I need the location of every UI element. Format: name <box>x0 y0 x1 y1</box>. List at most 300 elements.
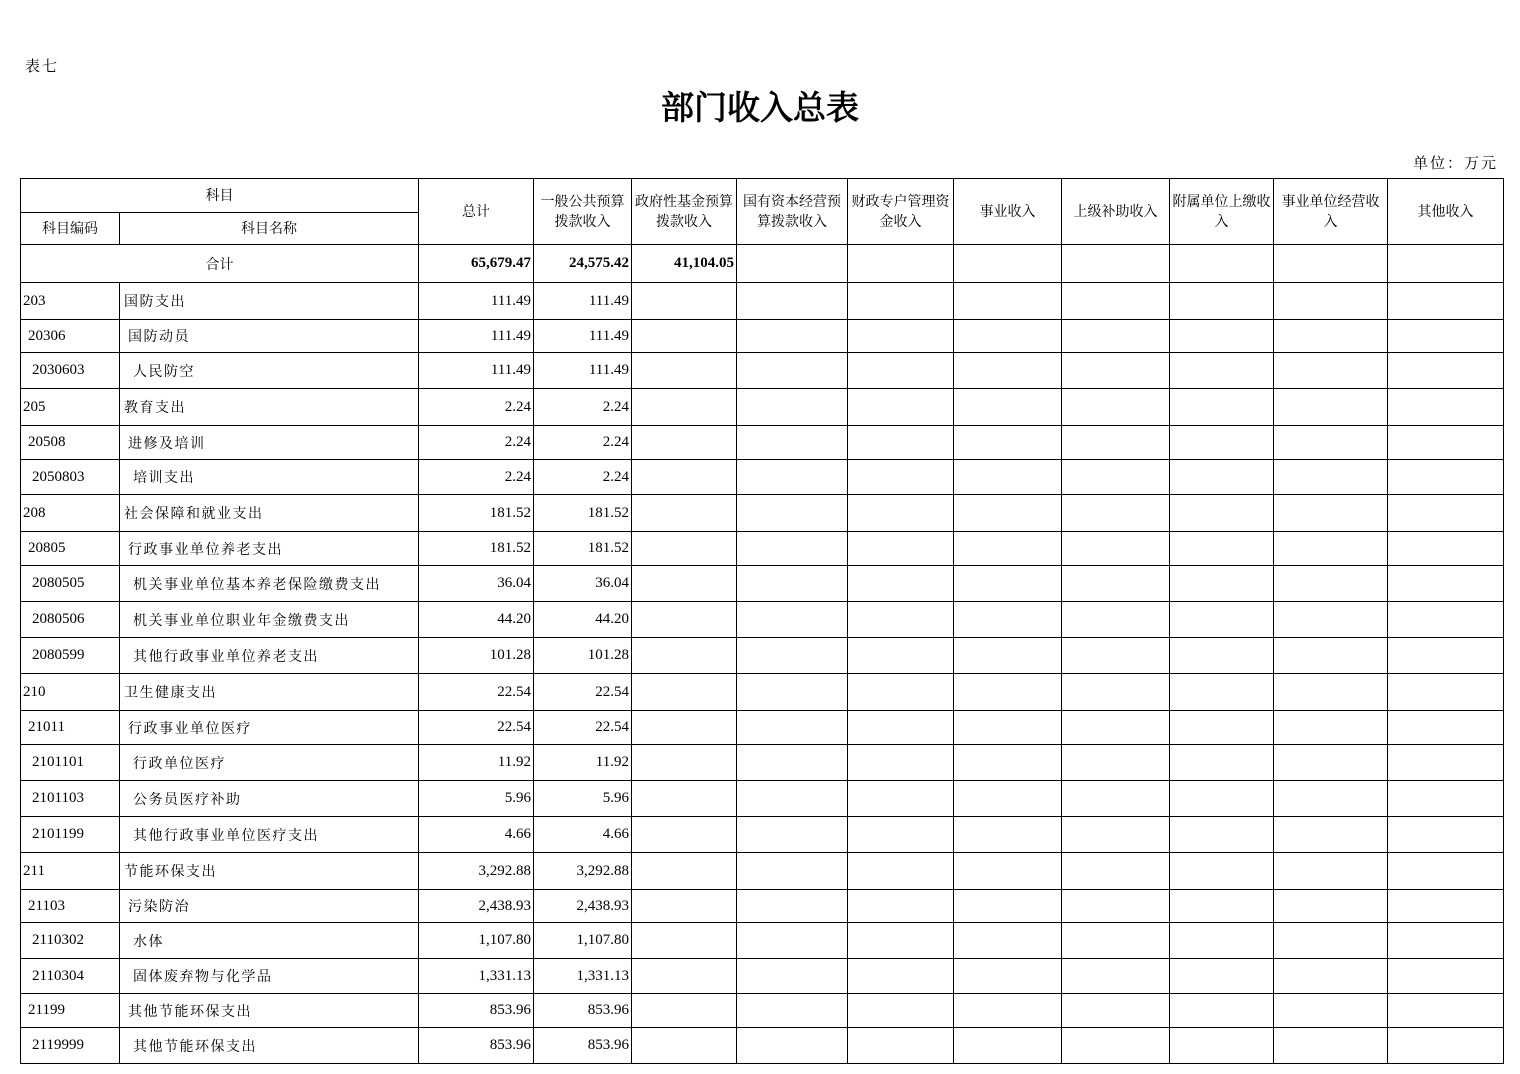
row-name: 行政事业单位医疗 <box>120 711 419 745</box>
row-general-budget: 101.28 <box>534 638 632 674</box>
table-row <box>21 460 1504 495</box>
row-special-account <box>848 602 954 638</box>
row-state-capital <box>737 283 848 320</box>
row-operating <box>1274 566 1388 602</box>
row-business <box>954 353 1062 389</box>
row-superior-subsidy <box>1062 674 1170 711</box>
table-row <box>21 745 1504 781</box>
row-operating <box>1274 1028 1388 1064</box>
table-row <box>21 638 1504 674</box>
table-row <box>21 1028 1504 1064</box>
row-operating <box>1274 959 1388 994</box>
row-other <box>1388 853 1504 890</box>
row-other <box>1388 674 1504 711</box>
row-code: 20508 <box>21 426 120 460</box>
row-special-account <box>848 353 954 389</box>
row-total: 11.92 <box>419 745 534 781</box>
row-business <box>954 959 1062 994</box>
row-business <box>954 1028 1062 1064</box>
row-superior-subsidy <box>1062 890 1170 923</box>
row-business <box>954 426 1062 460</box>
row-special-account <box>848 923 954 959</box>
row-operating <box>1274 353 1388 389</box>
row-code: 203 <box>21 283 120 320</box>
row-code: 2101101 <box>21 745 120 781</box>
row-superior-subsidy <box>1062 638 1170 674</box>
row-other <box>1388 817 1504 853</box>
row-superior-subsidy <box>1062 320 1170 353</box>
row-affiliated <box>1170 389 1274 426</box>
row-other <box>1388 460 1504 495</box>
row-general-budget: 2.24 <box>534 426 632 460</box>
row-operating <box>1274 426 1388 460</box>
row-name: 固体废弃物与化学品 <box>120 959 419 994</box>
row-gov-fund <box>632 602 737 638</box>
row-operating <box>1274 781 1388 817</box>
row-general-budget: 1,107.80 <box>534 923 632 959</box>
row-superior-subsidy <box>1062 817 1170 853</box>
row-name: 公务员医疗补助 <box>120 781 419 817</box>
row-gov-fund <box>632 959 737 994</box>
row-other <box>1388 890 1504 923</box>
row-state-capital <box>737 389 848 426</box>
row-business <box>954 532 1062 566</box>
row-name: 进修及培训 <box>120 426 419 460</box>
row-operating <box>1274 817 1388 853</box>
row-general-budget: 853.96 <box>534 1028 632 1064</box>
row-state-capital <box>737 711 848 745</box>
row-general-budget: 2,438.93 <box>534 890 632 923</box>
summary-business <box>954 245 1062 283</box>
row-gov-fund <box>632 389 737 426</box>
row-special-account <box>848 817 954 853</box>
row-affiliated <box>1170 1028 1274 1064</box>
row-affiliated <box>1170 817 1274 853</box>
row-gov-fund <box>632 426 737 460</box>
row-other <box>1388 959 1504 994</box>
row-business <box>954 602 1062 638</box>
row-total: 2.24 <box>419 460 534 495</box>
row-operating <box>1274 532 1388 566</box>
row-special-account <box>848 959 954 994</box>
row-name: 卫生健康支出 <box>120 674 419 711</box>
row-code: 205 <box>21 389 120 426</box>
row-other <box>1388 426 1504 460</box>
row-special-account <box>848 1028 954 1064</box>
row-state-capital <box>737 745 848 781</box>
row-special-account <box>848 460 954 495</box>
summary-other <box>1388 245 1504 283</box>
table-row <box>21 426 1504 460</box>
row-name: 教育支出 <box>120 389 419 426</box>
row-code: 2119999 <box>21 1028 120 1064</box>
row-special-account <box>848 532 954 566</box>
row-special-account <box>848 711 954 745</box>
row-total: 111.49 <box>419 283 534 320</box>
row-name: 其他节能环保支出 <box>120 1028 419 1064</box>
row-name: 污染防治 <box>120 890 419 923</box>
header-subject: 科目 <box>21 179 419 213</box>
row-other <box>1388 320 1504 353</box>
row-state-capital <box>737 817 848 853</box>
summary-operating <box>1274 245 1388 283</box>
row-total: 1,331.13 <box>419 959 534 994</box>
row-name: 行政单位医疗 <box>120 745 419 781</box>
row-name: 机关事业单位基本养老保险缴费支出 <box>120 566 419 602</box>
row-operating <box>1274 994 1388 1028</box>
row-state-capital <box>737 994 848 1028</box>
row-gov-fund <box>632 320 737 353</box>
row-affiliated <box>1170 426 1274 460</box>
table-row <box>21 674 1504 711</box>
row-state-capital <box>737 532 848 566</box>
header-operating: 事业单位经营收入 <box>1274 179 1388 245</box>
header-gov-fund: 政府性基金预算拨款收入 <box>632 179 737 245</box>
row-general-budget: 4.66 <box>534 817 632 853</box>
row-gov-fund <box>632 817 737 853</box>
row-state-capital <box>737 353 848 389</box>
table-row <box>21 781 1504 817</box>
row-superior-subsidy <box>1062 566 1170 602</box>
row-total: 4.66 <box>419 817 534 853</box>
row-general-budget: 22.54 <box>534 711 632 745</box>
row-affiliated <box>1170 283 1274 320</box>
table-row <box>21 320 1504 353</box>
row-operating <box>1274 283 1388 320</box>
summary-superior-subsidy <box>1062 245 1170 283</box>
row-affiliated <box>1170 638 1274 674</box>
row-code: 210 <box>21 674 120 711</box>
header-general-budget: 一般公共预算拨款收入 <box>534 179 632 245</box>
table-row <box>21 890 1504 923</box>
row-name: 其他行政事业单位养老支出 <box>120 638 419 674</box>
row-other <box>1388 638 1504 674</box>
row-gov-fund <box>632 1028 737 1064</box>
row-state-capital <box>737 638 848 674</box>
row-operating <box>1274 674 1388 711</box>
row-operating <box>1274 389 1388 426</box>
row-general-budget: 11.92 <box>534 745 632 781</box>
row-total: 3,292.88 <box>419 853 534 890</box>
row-other <box>1388 389 1504 426</box>
row-special-account <box>848 745 954 781</box>
row-business <box>954 638 1062 674</box>
row-affiliated <box>1170 959 1274 994</box>
row-operating <box>1274 495 1388 532</box>
row-name: 国防支出 <box>120 283 419 320</box>
row-state-capital <box>737 320 848 353</box>
row-code: 21199 <box>21 994 120 1028</box>
row-name: 国防动员 <box>120 320 419 353</box>
row-total: 2.24 <box>419 389 534 426</box>
row-other <box>1388 495 1504 532</box>
row-business <box>954 923 1062 959</box>
row-superior-subsidy <box>1062 781 1170 817</box>
row-other <box>1388 923 1504 959</box>
header-special-account: 财政专户管理资金收入 <box>848 179 954 245</box>
row-gov-fund <box>632 495 737 532</box>
row-total: 44.20 <box>419 602 534 638</box>
row-name: 机关事业单位职业年金缴费支出 <box>120 602 419 638</box>
row-general-budget: 22.54 <box>534 674 632 711</box>
summary-general-budget: 24,575.42 <box>534 245 632 283</box>
header-superior-subsidy: 上级补助收入 <box>1062 179 1170 245</box>
row-code: 2050803 <box>21 460 120 495</box>
summary-total: 65,679.47 <box>419 245 534 283</box>
row-other <box>1388 1028 1504 1064</box>
row-operating <box>1274 711 1388 745</box>
row-total: 22.54 <box>419 711 534 745</box>
row-superior-subsidy <box>1062 602 1170 638</box>
row-affiliated <box>1170 460 1274 495</box>
row-state-capital <box>737 602 848 638</box>
row-superior-subsidy <box>1062 495 1170 532</box>
table-row <box>21 389 1504 426</box>
row-state-capital <box>737 674 848 711</box>
row-superior-subsidy <box>1062 959 1170 994</box>
table-number: 表七 <box>25 57 60 75</box>
row-affiliated <box>1170 853 1274 890</box>
row-code: 2101103 <box>21 781 120 817</box>
row-gov-fund <box>632 853 737 890</box>
row-superior-subsidy <box>1062 994 1170 1028</box>
row-business <box>954 711 1062 745</box>
row-other <box>1388 781 1504 817</box>
summary-state-capital <box>737 245 848 283</box>
row-code: 2110302 <box>21 923 120 959</box>
row-superior-subsidy <box>1062 532 1170 566</box>
row-general-budget: 111.49 <box>534 320 632 353</box>
row-business <box>954 890 1062 923</box>
row-other <box>1388 283 1504 320</box>
row-business <box>954 853 1062 890</box>
row-general-budget: 36.04 <box>534 566 632 602</box>
row-special-account <box>848 566 954 602</box>
row-gov-fund <box>632 994 737 1028</box>
row-gov-fund <box>632 674 737 711</box>
row-superior-subsidy <box>1062 353 1170 389</box>
row-state-capital <box>737 495 848 532</box>
row-general-budget: 181.52 <box>534 532 632 566</box>
row-affiliated <box>1170 320 1274 353</box>
row-other <box>1388 566 1504 602</box>
unit-label: 单位：万元 <box>1412 154 1498 172</box>
row-superior-subsidy <box>1062 460 1170 495</box>
row-total: 853.96 <box>419 994 534 1028</box>
header-total: 总计 <box>419 179 534 245</box>
row-superior-subsidy <box>1062 923 1170 959</box>
row-total: 181.52 <box>419 495 534 532</box>
row-total: 1,107.80 <box>419 923 534 959</box>
row-special-account <box>848 781 954 817</box>
row-gov-fund <box>632 283 737 320</box>
row-gov-fund <box>632 745 737 781</box>
row-name: 行政事业单位养老支出 <box>120 532 419 566</box>
row-gov-fund <box>632 566 737 602</box>
row-code: 2110304 <box>21 959 120 994</box>
row-total: 2,438.93 <box>419 890 534 923</box>
row-operating <box>1274 923 1388 959</box>
row-code: 2080599 <box>21 638 120 674</box>
row-gov-fund <box>632 460 737 495</box>
table-row <box>21 566 1504 602</box>
row-state-capital <box>737 460 848 495</box>
row-business <box>954 283 1062 320</box>
row-state-capital <box>737 426 848 460</box>
row-general-budget: 2.24 <box>534 389 632 426</box>
table-row <box>21 495 1504 532</box>
page-title: 部门收入总表 <box>661 88 859 127</box>
row-business <box>954 781 1062 817</box>
summary-special-account <box>848 245 954 283</box>
row-code: 2030603 <box>21 353 120 389</box>
row-name: 水体 <box>120 923 419 959</box>
row-affiliated <box>1170 602 1274 638</box>
header-state-capital: 国有资本经营预算拨款收入 <box>737 179 848 245</box>
row-code: 20306 <box>21 320 120 353</box>
row-superior-subsidy <box>1062 745 1170 781</box>
header-code: 科目编码 <box>21 213 120 245</box>
row-general-budget: 5.96 <box>534 781 632 817</box>
table-row <box>21 602 1504 638</box>
row-name: 节能环保支出 <box>120 853 419 890</box>
row-superior-subsidy <box>1062 283 1170 320</box>
summary-affiliated <box>1170 245 1274 283</box>
row-affiliated <box>1170 353 1274 389</box>
income-table <box>20 178 1504 1064</box>
row-special-account <box>848 389 954 426</box>
row-state-capital <box>737 1028 848 1064</box>
header-name: 科目名称 <box>120 213 419 245</box>
row-affiliated <box>1170 923 1274 959</box>
row-special-account <box>848 994 954 1028</box>
row-name: 培训支出 <box>120 460 419 495</box>
row-code: 2080505 <box>21 566 120 602</box>
row-affiliated <box>1170 781 1274 817</box>
row-business <box>954 674 1062 711</box>
row-affiliated <box>1170 674 1274 711</box>
row-state-capital <box>737 853 848 890</box>
row-affiliated <box>1170 532 1274 566</box>
row-affiliated <box>1170 566 1274 602</box>
row-other <box>1388 602 1504 638</box>
row-code: 21103 <box>21 890 120 923</box>
row-business <box>954 495 1062 532</box>
row-general-budget: 111.49 <box>534 283 632 320</box>
row-special-account <box>848 426 954 460</box>
row-total: 5.96 <box>419 781 534 817</box>
row-business <box>954 389 1062 426</box>
row-gov-fund <box>632 532 737 566</box>
row-gov-fund <box>632 353 737 389</box>
row-superior-subsidy <box>1062 389 1170 426</box>
row-gov-fund <box>632 781 737 817</box>
row-gov-fund <box>632 638 737 674</box>
header-affiliated: 附属单位上缴收入 <box>1170 179 1274 245</box>
row-business <box>954 817 1062 853</box>
row-superior-subsidy <box>1062 711 1170 745</box>
row-other <box>1388 711 1504 745</box>
row-state-capital <box>737 781 848 817</box>
row-affiliated <box>1170 890 1274 923</box>
row-superior-subsidy <box>1062 426 1170 460</box>
summary-gov-fund: 41,104.05 <box>632 245 737 283</box>
row-other <box>1388 353 1504 389</box>
row-total: 111.49 <box>419 320 534 353</box>
row-special-account <box>848 283 954 320</box>
row-special-account <box>848 495 954 532</box>
row-code: 2101199 <box>21 817 120 853</box>
row-special-account <box>848 638 954 674</box>
row-operating <box>1274 745 1388 781</box>
row-state-capital <box>737 923 848 959</box>
row-general-budget: 3,292.88 <box>534 853 632 890</box>
table-row <box>21 853 1504 890</box>
table-row <box>21 353 1504 389</box>
row-general-budget: 111.49 <box>534 353 632 389</box>
row-special-account <box>848 674 954 711</box>
row-total: 181.52 <box>419 532 534 566</box>
row-operating <box>1274 602 1388 638</box>
row-special-account <box>848 320 954 353</box>
row-gov-fund <box>632 711 737 745</box>
row-business <box>954 320 1062 353</box>
summary-label: 合计 <box>21 245 419 283</box>
table-row <box>21 817 1504 853</box>
row-code: 211 <box>21 853 120 890</box>
row-business <box>954 460 1062 495</box>
row-gov-fund <box>632 890 737 923</box>
row-affiliated <box>1170 495 1274 532</box>
row-total: 22.54 <box>419 674 534 711</box>
row-superior-subsidy <box>1062 1028 1170 1064</box>
row-code: 2080506 <box>21 602 120 638</box>
row-special-account <box>848 853 954 890</box>
row-other <box>1388 994 1504 1028</box>
row-gov-fund <box>632 923 737 959</box>
row-general-budget: 44.20 <box>534 602 632 638</box>
row-affiliated <box>1170 745 1274 781</box>
row-general-budget: 2.24 <box>534 460 632 495</box>
row-name: 人民防空 <box>120 353 419 389</box>
row-special-account <box>848 890 954 923</box>
row-total: 36.04 <box>419 566 534 602</box>
row-general-budget: 853.96 <box>534 994 632 1028</box>
row-total: 853.96 <box>419 1028 534 1064</box>
row-operating <box>1274 853 1388 890</box>
header-business: 事业收入 <box>954 179 1062 245</box>
row-other <box>1388 745 1504 781</box>
row-business <box>954 745 1062 781</box>
row-code: 21011 <box>21 711 120 745</box>
row-name: 其他节能环保支出 <box>120 994 419 1028</box>
summary-row <box>21 245 1504 283</box>
row-superior-subsidy <box>1062 853 1170 890</box>
row-other <box>1388 532 1504 566</box>
row-general-budget: 1,331.13 <box>534 959 632 994</box>
row-business <box>954 994 1062 1028</box>
row-code: 208 <box>21 495 120 532</box>
table-row <box>21 994 1504 1028</box>
row-business <box>954 566 1062 602</box>
row-operating <box>1274 890 1388 923</box>
row-operating <box>1274 320 1388 353</box>
row-name: 社会保障和就业支出 <box>120 495 419 532</box>
row-state-capital <box>737 566 848 602</box>
row-affiliated <box>1170 994 1274 1028</box>
row-operating <box>1274 638 1388 674</box>
row-general-budget: 181.52 <box>534 495 632 532</box>
